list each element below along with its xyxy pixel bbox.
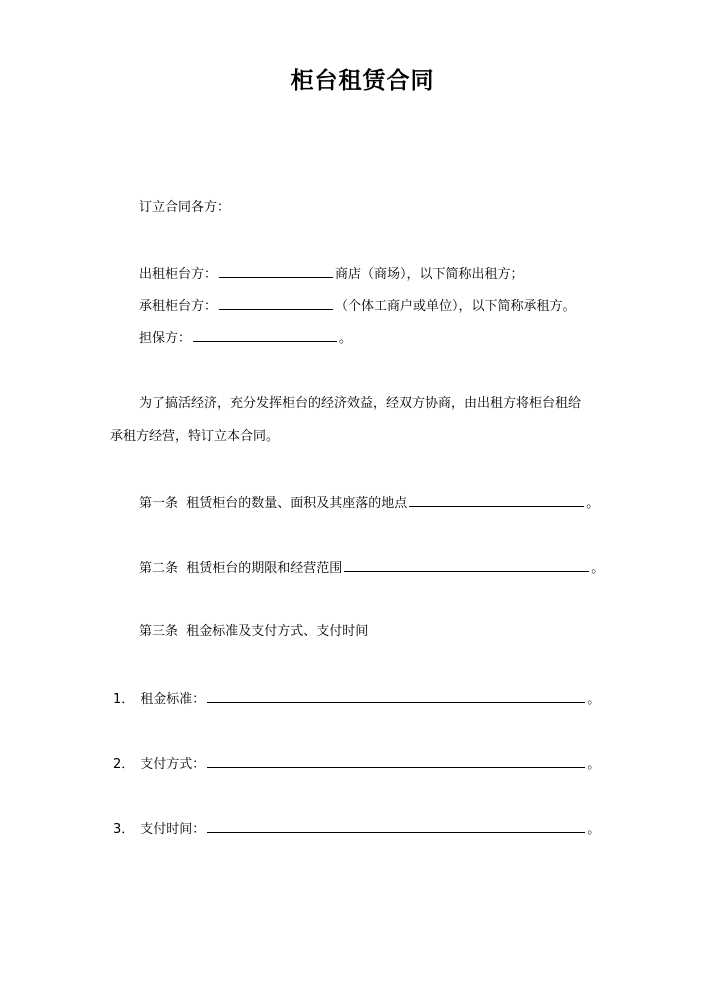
lessee-label: 承租柜台方： (139, 299, 218, 314)
item-3-label: 支付时间： (140, 822, 206, 837)
item-1-label: 租金标准： (140, 692, 206, 707)
article-2-suffix: 。 (591, 561, 605, 576)
guarantor-label: 担保方： (139, 331, 192, 346)
preamble-text-2: 承租方经营，特订立本合同。 (110, 429, 280, 444)
preamble-text-1: 为了搞活经济，充分发挥柜台的经济效益，经双方协商，由出租方将柜台租给 (139, 396, 582, 411)
lessor-line (139, 264, 524, 284)
document-title: 柜台租赁合同 (290, 68, 435, 94)
lessee-blank[interactable] (219, 296, 333, 310)
article-2 (139, 558, 604, 578)
item-3-blank[interactable] (207, 819, 585, 833)
lessor-suffix: 商店（商场），以下简称出租方； (335, 267, 524, 282)
item-1 (113, 689, 600, 709)
item-1-blank[interactable] (207, 689, 585, 703)
item-3 (113, 819, 600, 839)
intro-line (139, 199, 230, 217)
preamble-line-2 (110, 428, 279, 446)
lessee-suffix: （个体工商户或单位），以下简称承租方。 (335, 299, 576, 314)
guarantor-suffix: 。 (339, 331, 353, 346)
intro-text: 订立合同各方： (139, 200, 231, 215)
guarantor-line (139, 328, 352, 348)
item-3-suffix: 。 (587, 822, 601, 837)
article-1 (139, 493, 599, 513)
guarantor-blank[interactable] (193, 328, 337, 342)
preamble-line-1 (139, 395, 581, 413)
article-1-suffix: 。 (586, 496, 600, 511)
article-1-text: 第一条 租赁柜台的数量、面积及其座落的地点 (139, 496, 408, 511)
item-1-suffix: 。 (587, 692, 601, 707)
article-2-text: 第二条 租赁柜台的期限和经营范围 (139, 561, 343, 576)
item-1-num: 1． (113, 692, 135, 707)
item-2 (113, 754, 600, 774)
item-2-blank[interactable] (207, 754, 585, 768)
item-3-num: 3． (113, 822, 135, 837)
lessee-line (139, 296, 576, 316)
article-1-blank[interactable] (409, 493, 584, 507)
article-3 (139, 623, 368, 641)
article-3-text: 第三条 租金标准及支付方式、支付时间 (139, 624, 369, 639)
item-2-num: 2． (113, 757, 135, 772)
item-2-label: 支付方式： (140, 757, 206, 772)
lessor-blank[interactable] (219, 264, 333, 278)
lessor-label: 出租柜台方： (139, 267, 218, 282)
article-2-blank[interactable] (344, 558, 589, 572)
item-2-suffix: 。 (587, 757, 601, 772)
